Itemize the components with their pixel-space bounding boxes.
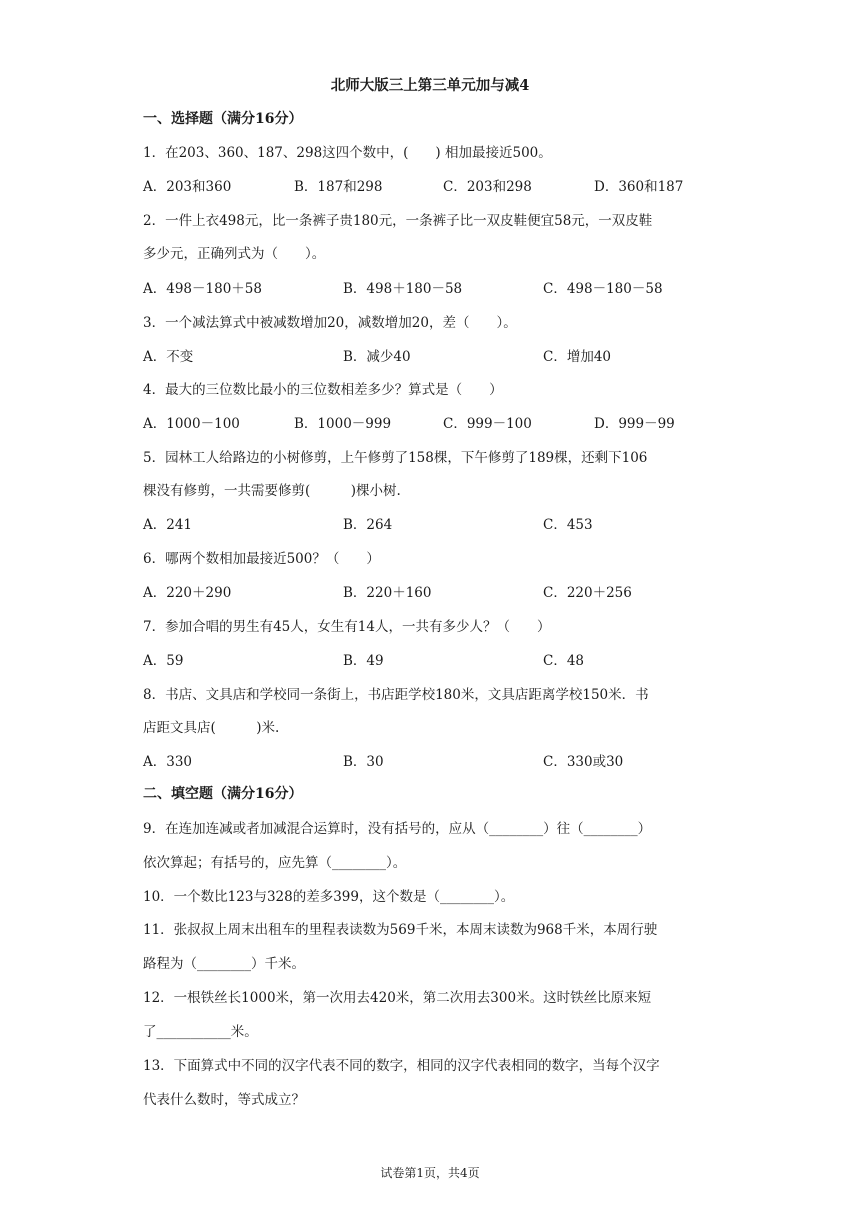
question-11-line-2: 路程为（________）千米。 <box>143 956 305 972</box>
question-12-line-1: 12．一根铁丝长1000米，第一次用去420米，第二次用去300米。这时铁丝比原来短 <box>143 990 652 1006</box>
question-13-line-1: 13．下面算式中不同的汉字代表不同的数字，相同的汉字代表相同的数字，当每个汉字 <box>143 1058 660 1074</box>
question-6-option-c: C．220＋256 <box>543 585 632 601</box>
question-1-option-d: D．360和187 <box>594 179 684 195</box>
question-7-option-b: B．49 <box>343 653 384 669</box>
question-5-option-c: C．453 <box>543 517 593 533</box>
question-3-option-a: A．不变 <box>143 349 194 365</box>
question-13-line-2: 代表什么数时，等式成立？ <box>143 1092 305 1108</box>
question-4: 4．最大的三位数比最小的三位数相差多少？算式是（ ） <box>143 382 503 398</box>
question-10: 10．一个数比123与328的差多399，这个数是（________）。 <box>143 889 515 905</box>
question-1-option-a: A．203和360 <box>143 179 232 195</box>
question-1-option-c: C．203和298 <box>443 179 532 195</box>
question-12-line-2: 了___________米。 <box>143 1024 258 1040</box>
question-3: 3．一个减法算式中被减数增加20，减数增加20，差（ ）。 <box>143 315 517 331</box>
question-8-option-b: B．30 <box>343 754 384 770</box>
question-5-option-a: A．241 <box>143 517 193 533</box>
page-footer: 试卷第1页，共4页 <box>380 1166 480 1180</box>
question-6: 6．哪两个数相加最接近500？（ ） <box>143 551 380 567</box>
question-6-option-b: B．220＋160 <box>343 585 432 601</box>
question-7-option-c: C．48 <box>543 653 585 669</box>
question-2-option-b: B．498＋180－58 <box>343 281 463 297</box>
question-5-line-2: 棵没有修剪，一共需要修剪( )棵小树. <box>143 483 401 499</box>
question-2-line-1: 2．一件上衣498元，比一条裤子贵180元，一条裤子比一双皮鞋便宜58元，一双皮鞋 <box>143 213 653 229</box>
question-11-line-1: 11．张叔叔上周末出租车的里程表读数为569千米，本周末读数为968千米，本周行驶 <box>143 922 658 938</box>
question-1-option-b: B．187和298 <box>294 179 383 195</box>
question-2-option-a: A．498－180＋58 <box>143 281 262 297</box>
question-4-option-d: D．999－99 <box>594 416 675 432</box>
question-8-option-c: C．330或30 <box>543 754 624 770</box>
question-7: 7．参加合唱的男生有45人，女生有14人，一共有多少人？（ ） <box>143 619 551 635</box>
question-8-option-a: A．330 <box>143 754 193 770</box>
question-5-line-1: 5．园林工人给路边的小树修剪，上午修剪了158棵，下午修剪了189棵，还剩下106 <box>143 450 648 466</box>
question-9-line-2: 依次算起；有括号的，应先算（________）。 <box>143 855 407 871</box>
question-8-line-2: 店距文具店( )米. <box>143 720 280 736</box>
question-2-line-2: 多少元，正确列式为（ ）。 <box>143 246 326 262</box>
page-title: 北师大版三上第三单元加与减4 <box>330 77 530 94</box>
question-6-option-a: A．220＋290 <box>143 585 232 601</box>
question-4-option-a: A．1000－100 <box>143 416 240 432</box>
section-heading-choice: 一、选择题（满分16分） <box>143 111 303 127</box>
question-5-option-b: B．264 <box>343 517 393 533</box>
section-heading-fill-blank: 二、填空题（满分16分） <box>143 786 303 802</box>
question-2-option-c: C．498－180－58 <box>543 281 663 297</box>
question-1: 1．在203、360、187、298这四个数中，( ) 相加最接近500。 <box>143 145 552 161</box>
question-8-line-1: 8．书店、文具店和学校同一条街上，书店距学校180米，文具店距离学校150米．书 <box>143 687 649 703</box>
question-4-option-b: B．1000－999 <box>294 416 392 432</box>
question-4-option-c: C．999－100 <box>443 416 532 432</box>
question-3-option-c: C．增加40 <box>543 349 612 365</box>
question-7-option-a: A．59 <box>143 653 184 669</box>
question-9-line-1: 9．在连加连减或者加减混合运算时，没有括号的，应从（________）往（________） <box>143 821 652 837</box>
question-3-option-b: B．减少40 <box>343 349 411 365</box>
